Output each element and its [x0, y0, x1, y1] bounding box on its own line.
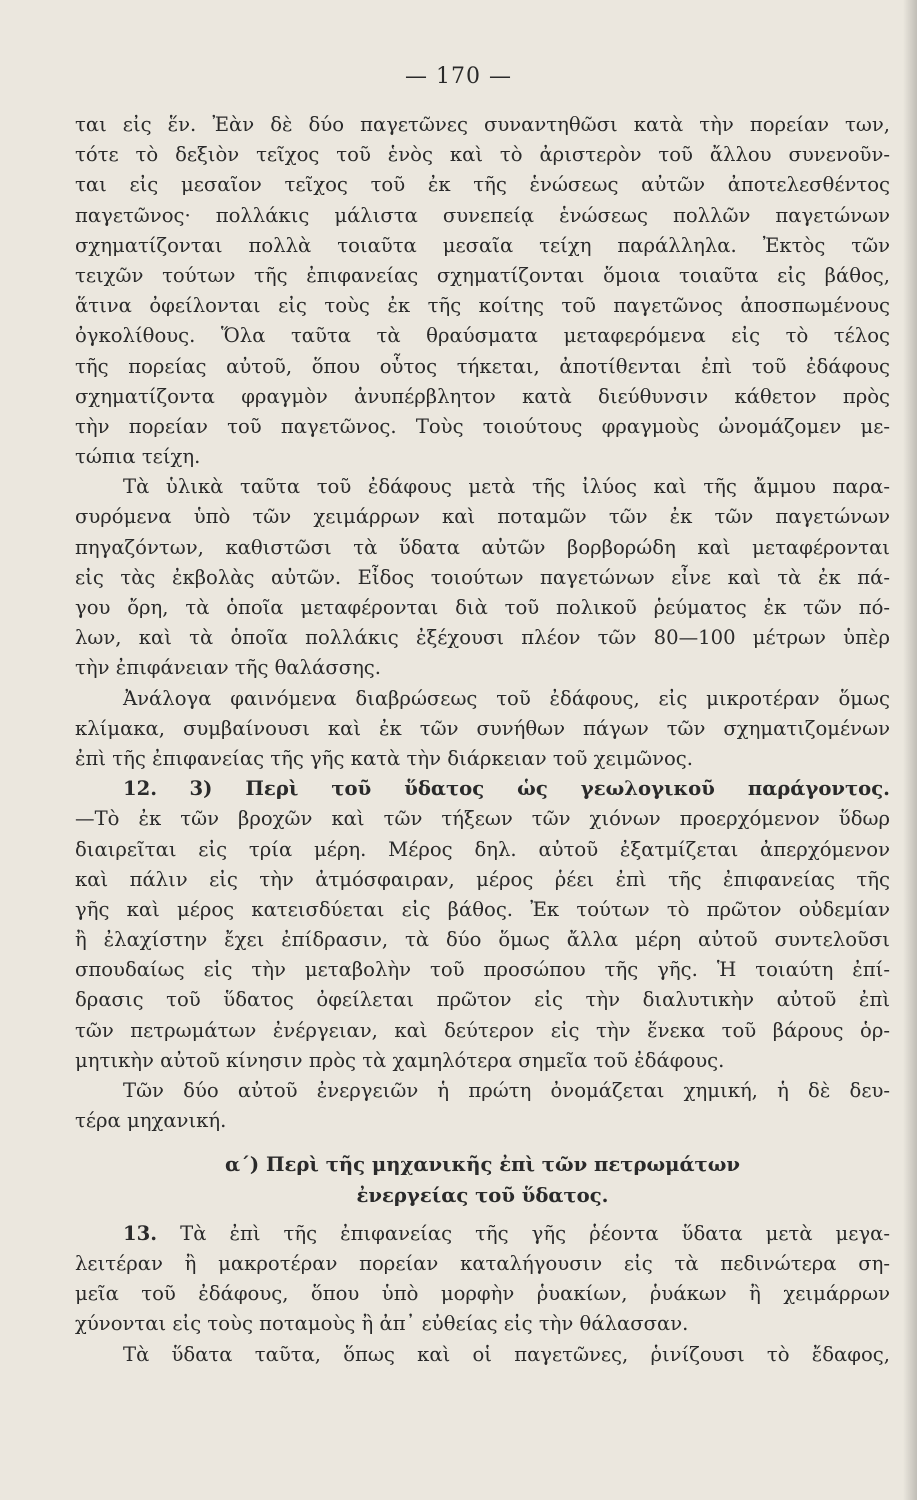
text-line: λειτέραν ἢ μακροτέραν πορείαν καταλήγουσιν εἰς τὰ πεδινώτερα ση-	[75, 1251, 890, 1275]
subheading-line: ἐνεργείας τοῦ ὕδατος.	[356, 1183, 609, 1207]
text-line: καὶ πάλιν εἰς τὴν ἀτμόσφαιραν, μέρος ῥέει ἐπὶ τῆς ἐπιφανείας τῆς	[75, 867, 890, 891]
text-line: τὴν ἐπιφάνειαν τῆς θαλάσσης.	[75, 656, 382, 680]
text-line: συρόμενα ὑπὸ τῶν χειμάρρων καὶ ποταμῶν τῶν ἐκ τῶν παγετώνων	[75, 505, 890, 529]
section-13	[75, 1219, 890, 1340]
text-line: μητικὴν αὐτοῦ κίνησιν πρὸς τὰ χαμηλότερα σημεῖα τοῦ ἐδάφους.	[75, 1048, 725, 1072]
text-line: σπουδαίως εἰς τὴν μεταβολὴν τοῦ προσώπου τῆς γῆς. Ἡ τοιαύτη ἐπί-	[75, 958, 890, 982]
text-line: χύνονται εἰς τοὺς ποταμοὺς ἢ ἀπ᾽ εὐθείας εἰς τὴν θάλασσαν.	[75, 1312, 689, 1336]
text-line: ὀγκολίθους. Ὅλα ταῦτα τὰ θραύσματα μεταφερόμενα εἰς τὸ τέλος	[75, 324, 890, 348]
paragraph-7	[75, 1340, 890, 1370]
section-heading-line	[75, 774, 890, 804]
text-line: ται εἰς μεσαῖον τεῖχος τοῦ ἐκ τῆς ἑνώσεως αὐτῶν ἀποτελεσθέντος	[75, 173, 890, 197]
text-line: τότε τὸ δεξιὸν τεῖχος τοῦ ἑνὸς καὶ τὸ ἀριστερὸν τοῦ ἄλλου συνενοῦν-	[75, 143, 890, 167]
paragraph-5	[75, 1076, 890, 1136]
text-line: παγετῶνος· πολλάκις μάλιστα συνεπείᾳ ἑνώσεως πολλῶν παγετώνων	[75, 203, 890, 227]
paragraph-1	[75, 110, 890, 472]
text-line: τὴν πορείαν τοῦ παγετῶνος. Τοὺς τοιούτους φραγμοὺς ὠνομάζομεν με-	[75, 414, 890, 438]
text-line: γῆς καὶ μέρος κατεισδύεται εἰς βάθος. Ἐκ τούτων τὸ πρῶτον οὐδεμίαν	[75, 897, 890, 921]
text-line: ται εἰς ἕν. Ἐὰν δὲ δύο παγετῶνες συναντηθῶσι κατὰ τὴν πορείαν των,	[75, 113, 890, 136]
text-line: μεῖα τοῦ ἐδάφους, ὅπου ὑπὸ μορφὴν ῥυακίων, ῥυάκων ἢ χειμάρρων	[75, 1282, 890, 1306]
text-line: γου ὄρη, τὰ ὁποῖα μεταφέρονται διὰ τοῦ πολικοῦ ῥεύματος ἐκ τῶν πό-	[75, 596, 890, 619]
text-line: Τῶν δύο αὐτοῦ ἐνεργειῶν ἡ πρώτη ὀνομάζεται χημική, ἡ δὲ δευ-	[123, 1079, 890, 1102]
text-line: τώπια τείχη.	[75, 445, 201, 469]
subsection-heading	[75, 1150, 890, 1210]
text-line: ἐπὶ τῆς ἐπιφανείας τῆς γῆς κατὰ τὴν διάρκειαν τοῦ χειμῶνος.	[75, 746, 693, 770]
text-line: Τὰ ὕδατα ταῦτα, ὅπως καὶ οἱ παγετῶνες, ῥινίζουσι τὸ ἔδαφος,	[123, 1342, 890, 1366]
subheading-line: α΄) Περὶ τῆς μηχανικῆς ἐπὶ τῶν πετρωμάτων	[225, 1153, 740, 1177]
text-line: τῶν πετρωμάτων ἐνέργειαν, καὶ δεύτερον εἰς τὴν ἕνεκα τοῦ βάρους ὁρ-	[75, 1018, 890, 1042]
section-first-line	[75, 1219, 890, 1249]
text-line: κλίμακα, συμβαίνουσι καὶ ἐκ τῶν συνήθων πάγων τῶν σχηματιζομένων	[75, 716, 890, 740]
text-line: τειχῶν τούτων τῆς ἐπιφανείας σχηματίζονται ὅμοια τοιαῦτα εἰς βάθος,	[75, 263, 890, 287]
text-line: ἅτινα ὀφείλονται εἰς τοὺς ἐκ τῆς κοίτης τοῦ παγετῶνος ἀποσπωμένους	[75, 294, 890, 318]
text-line: πηγαζόντων, καθιστῶσι τὰ ὕδατα αὐτῶν βορβορώδη καὶ μεταφέρονται	[75, 535, 890, 559]
text-span: Τὰ ἐπὶ τῆς ἐπιφανείας τῆς γῆς ῥέοντα ὕδατα μετὰ μεγα-	[180, 1221, 891, 1245]
text-line: δρασις τοῦ ὕδατος ὀφείλεται πρῶτον εἰς τὴν διαλυτικὴν αὐτοῦ ἐπὶ	[75, 988, 890, 1012]
body-text	[75, 110, 890, 1370]
text-line: εἰς τὰς ἐκβολὰς αὐτῶν. Εἶδος τοιούτων παγετώνων εἶνε καὶ τὰ ἐκ πά-	[75, 565, 890, 589]
text-line: σχηματίζοντα φραγμὸν ἀνυπέρβλητον κατὰ διεύθυνσιν κάθετον πρὸς	[75, 384, 890, 408]
text-line: ἢ ἐλαχίστην ἔχει ἐπίδρασιν, τὰ δύο ὅμως ἄλλα μέρη αὐτοῦ συντελοῦσι	[75, 928, 890, 952]
section-12	[75, 774, 890, 1076]
text-line: διαιρεῖται εἰς τρία μέρη. Μέρος δηλ. αὐτοῦ ἐξατμίζεται ἀπερχόμενον	[75, 837, 890, 861]
page-edge-shadow	[903, 0, 917, 1500]
text-line: τέρα μηχανική.	[75, 1109, 227, 1133]
section-number: 12.	[123, 777, 158, 801]
text-line: λων, καὶ τὰ ὁποῖα πολλάκις ἐξέχουσι πλέον τῶν 80—100 μέτρων ὑπὲρ	[75, 626, 890, 650]
page-number: — 170 —	[405, 64, 512, 89]
text-line: Ἀνάλογα φαινόμενα διαβρώσεως τοῦ ἐδάφους, εἰς μικροτέραν ὅμως	[123, 686, 890, 710]
paragraph-3	[75, 684, 890, 775]
text-line: —Τὸ ἐκ τῶν βροχῶν καὶ τῶν τήξεων τῶν χιόνων προερχόμενον ὕδωρ	[75, 807, 890, 831]
section-heading: 3) Περὶ τοῦ ὕδατος ὡς γεωλογικοῦ παράγοντος.	[189, 777, 890, 801]
section-number: 13.	[123, 1221, 158, 1245]
text-line: τῆς πορείας αὐτοῦ, ὅπου οὗτος τήκεται, ἀποτίθενται ἐπὶ τοῦ ἐδάφους	[75, 354, 890, 378]
text-line: Τὰ ὑλικὰ ταῦτα τοῦ ἐδάφους μετὰ τῆς ἰλύος καὶ τῆς ἄμμου παρα-	[123, 475, 890, 499]
text-line: σχηματίζονται πολλὰ τοιαῦτα μεσαῖα τείχη παράλληλα. Ἐκτὸς τῶν	[75, 233, 890, 257]
paragraph-2	[75, 472, 890, 683]
